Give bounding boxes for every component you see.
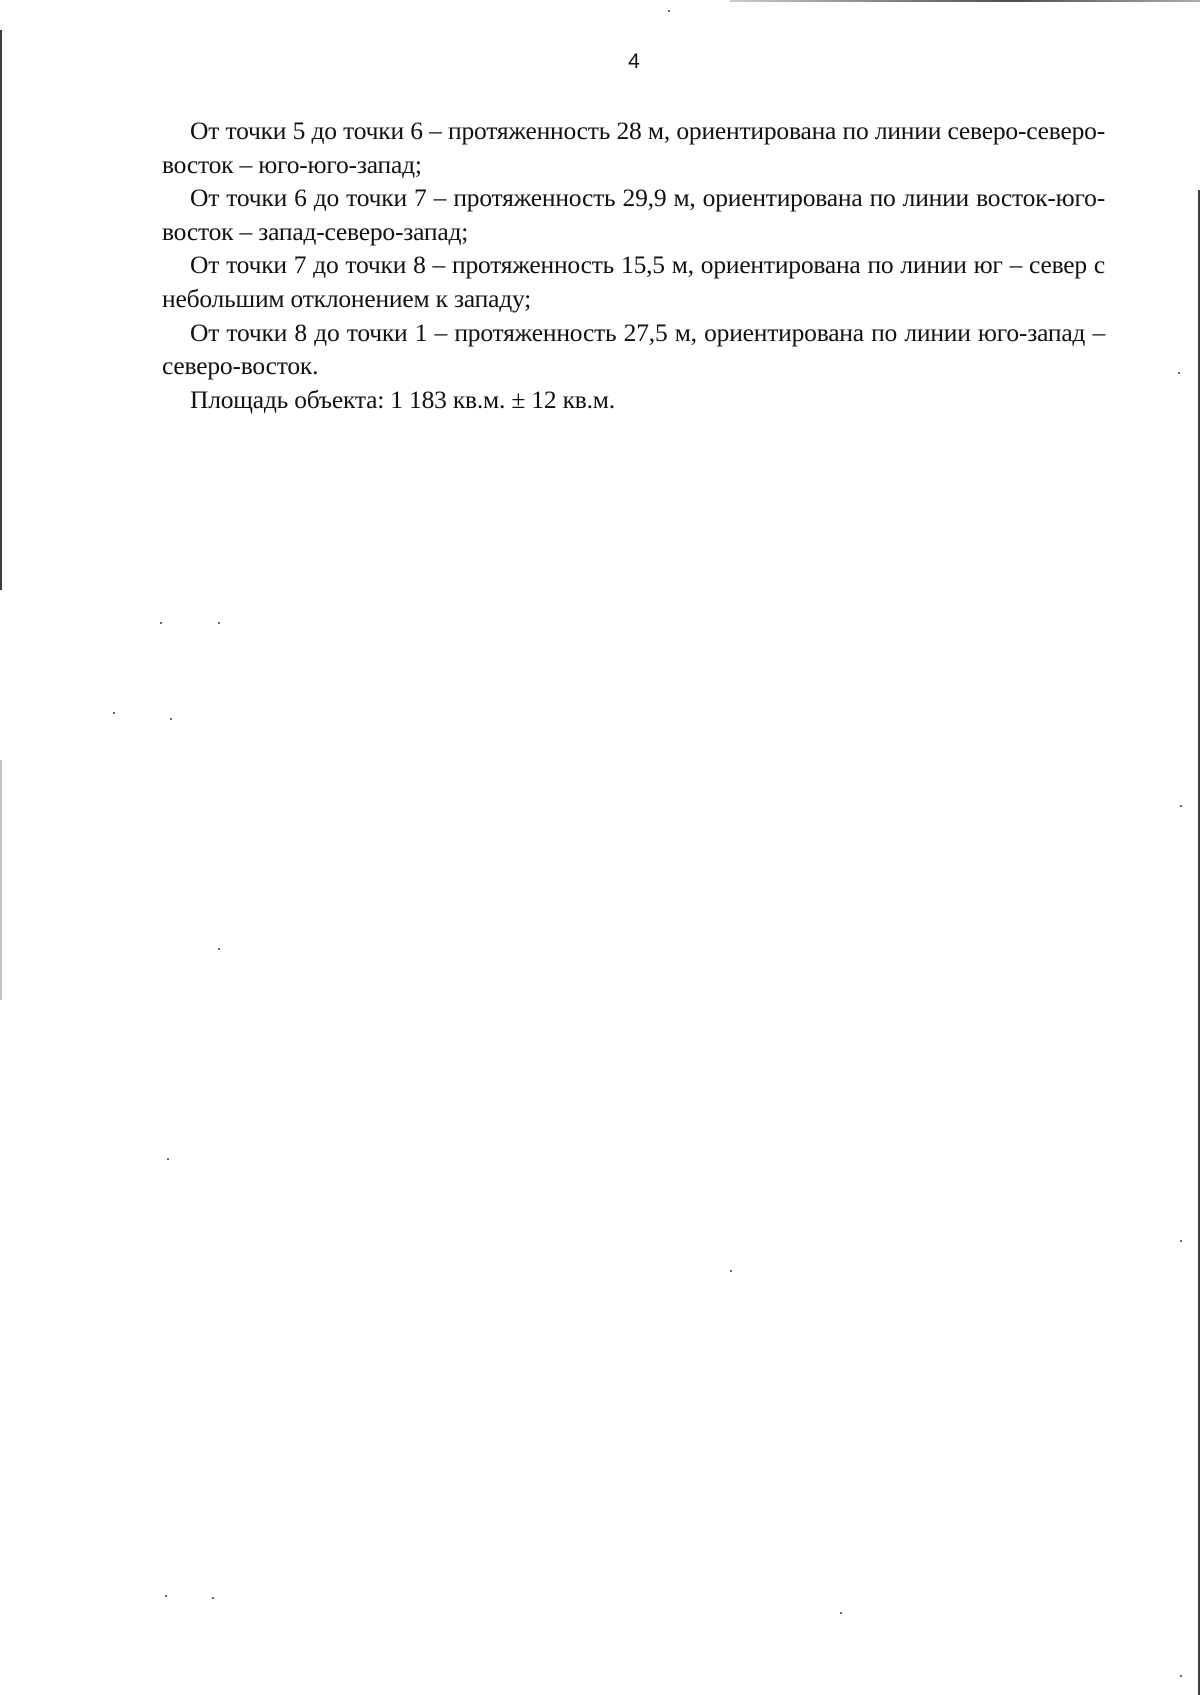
- scan-speck: [167, 1158, 169, 1160]
- paragraph-segment-8-1: От точки 8 до точки 1 – протяженность 27,5 м, ориентирована по линии юго-запад – северо-восток.: [162, 317, 1105, 381]
- page-number: 4: [628, 50, 640, 73]
- paragraph-segment-7-8: От точки 7 до точки 8 – протяженность 15,5 м, ориентирована по линии юг – север с небольшим отклонением к западу;: [162, 250, 1105, 313]
- document-body: [162, 114, 1105, 416]
- scan-edge-top: [730, 0, 1200, 2]
- scan-edge-left-lower: [0, 760, 2, 1000]
- scan-speck: [1180, 805, 1182, 807]
- scan-speck: [170, 718, 172, 720]
- scan-edge-left: [0, 30, 2, 590]
- scan-speck: [165, 1595, 167, 1597]
- scan-speck: [1180, 1240, 1182, 1242]
- scan-speck: [1178, 372, 1180, 374]
- scan-speck: [212, 1597, 214, 1599]
- scan-speck: [668, 10, 670, 12]
- scan-speck: [840, 1612, 842, 1614]
- scan-speck: [218, 622, 220, 624]
- paragraph-segment-5-6: От точки 5 до точки 6 – протяженность 28 м, ориентирована по линии северо-северо-восток – юго-юго-запад;: [162, 116, 1105, 179]
- scan-speck: [113, 712, 115, 714]
- scan-speck: [730, 1270, 732, 1272]
- scan-speck: [1180, 1675, 1182, 1677]
- paragraph-object-area: Площадь объекта: 1 183 кв.м. ± 12 кв.м.: [190, 384, 615, 414]
- scan-speck: [218, 948, 220, 950]
- paragraph-segment-6-7: От точки 6 до точки 7 – протяженность 29,9 м, ориентирована по линии восток-юго-восток – запад-северо-запад;: [162, 183, 1105, 246]
- scan-speck: [160, 622, 162, 624]
